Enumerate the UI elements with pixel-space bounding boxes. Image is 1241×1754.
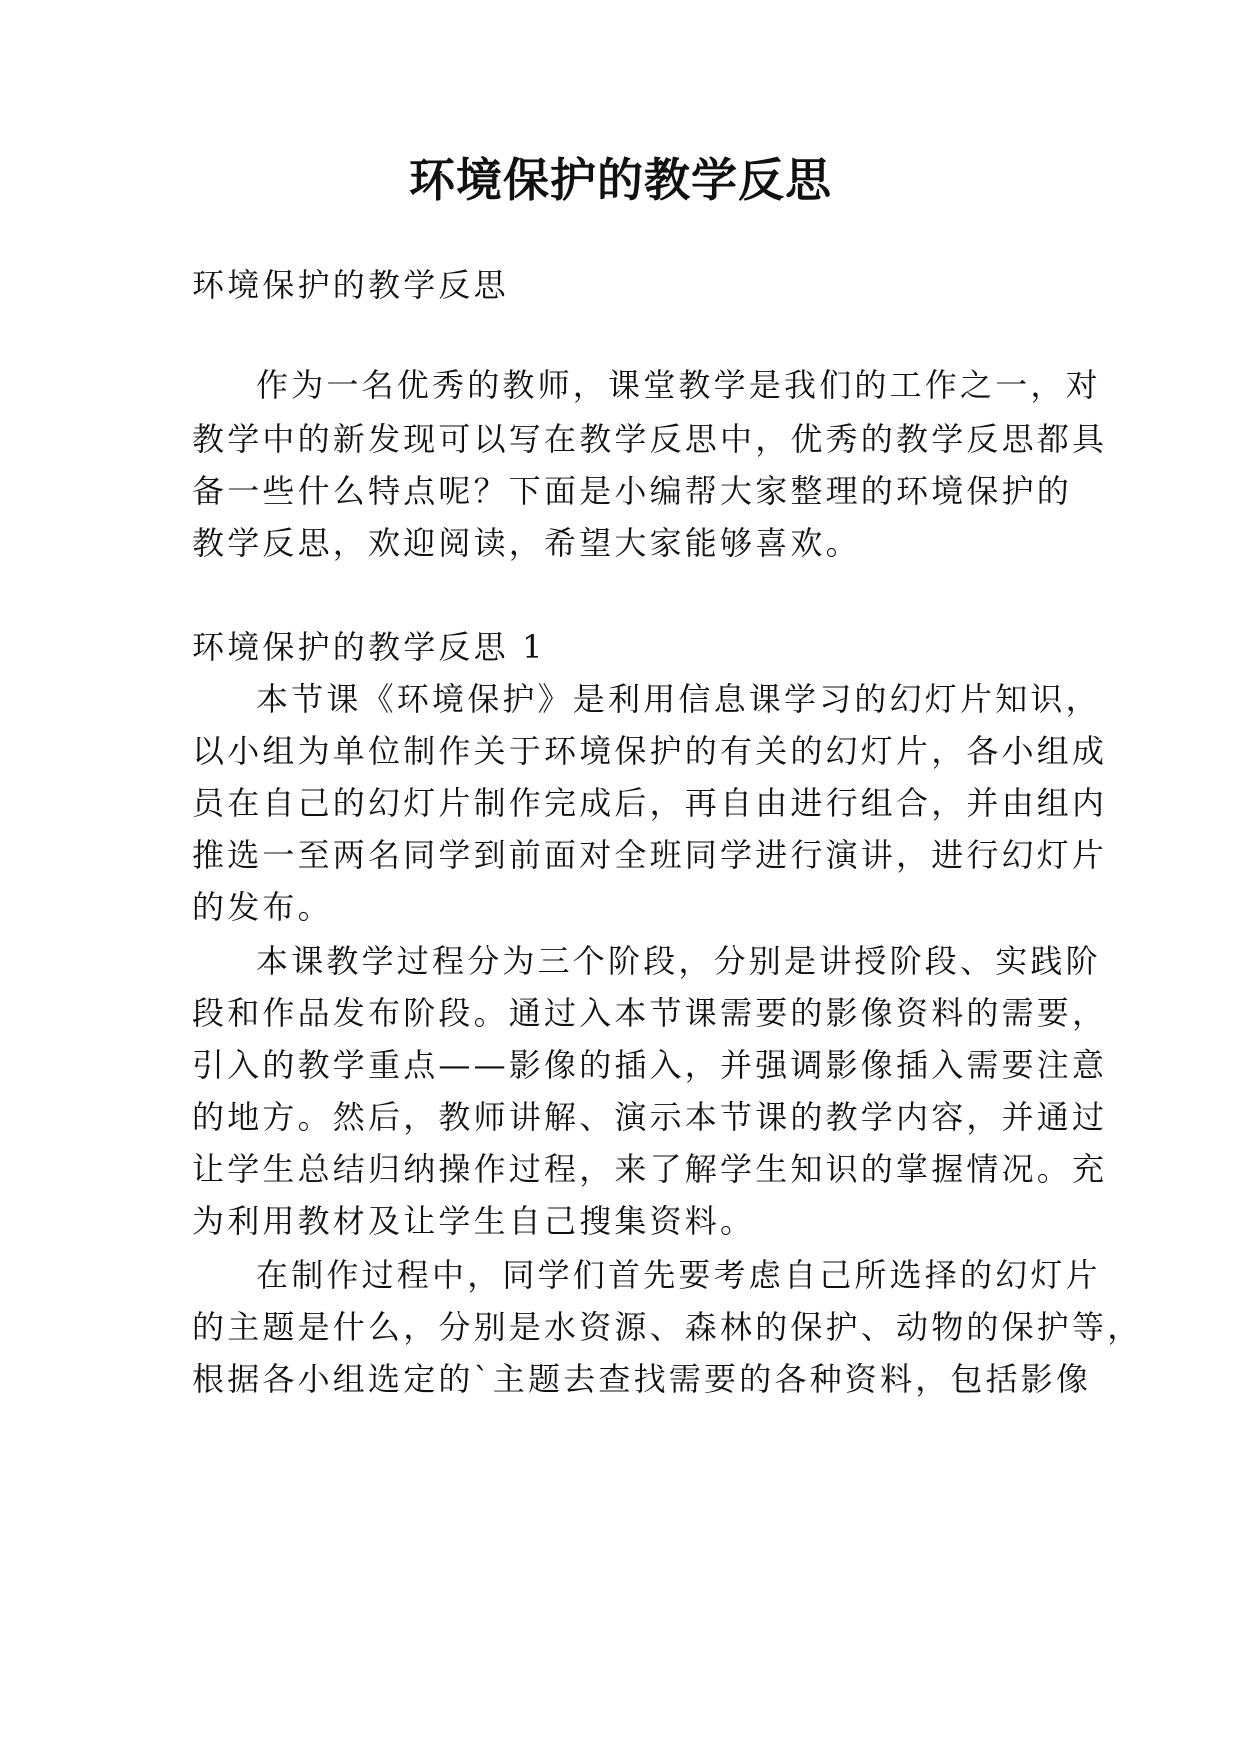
paragraph-line: 为利用教材及让学生自己搜集资料。 — [192, 1202, 756, 1240]
paragraph-line: 段和作品发布阶段。通过入本节课需要的影像资料的需要， — [192, 994, 1108, 1032]
paragraph-line: 的主题是什么，分别是水资源、森林的保护、动物的保护等， — [192, 1308, 1143, 1346]
paragraph-line: 引入的教学重点——影像的插入，并强调影像插入需要注意 — [192, 1046, 1108, 1084]
document-title: 环境保护的教学反思 — [409, 153, 832, 207]
intro-line: 教学中的新发现可以写在教学反思中，优秀的教学反思都具 — [192, 420, 1108, 458]
paragraph-line: 让学生总结归纳操作过程，来了解学生知识的掌握情况。充 — [192, 1150, 1108, 1188]
section-heading: 环境保护的教学反思 1 — [192, 628, 546, 666]
paragraph-line: 的地方。然后，教师讲解、演示本节课的教学内容，并通过 — [192, 1098, 1108, 1136]
paragraph-line: 本节课《环境保护》是利用信息课学习的幻灯片知识， — [256, 680, 1101, 718]
intro-line: 备一些什么特点呢？下面是小编帮大家整理的环境保护的 — [192, 472, 1073, 510]
paragraph-line: 根据各小组选定的`主题去查找需要的各种资料，包括影像 — [192, 1360, 1092, 1398]
paragraph-line: 以小组为单位制作关于环境保护的有关的幻灯片，各小组成 — [192, 732, 1108, 770]
paragraph-line: 本课教学过程分为三个阶段，分别是讲授阶段、实践阶 — [256, 942, 1101, 980]
paragraph-line: 在制作过程中，同学们首先要考虑自己所选择的幻灯片 — [256, 1256, 1101, 1294]
intro-line: 作为一名优秀的教师，课堂教学是我们的工作之一，对 — [256, 366, 1101, 404]
paragraph-line: 员在自己的幻灯片制作完成后，再自由进行组合，并由组内 — [192, 784, 1108, 822]
intro-line: 教学反思，欢迎阅读，希望大家能够喜欢。 — [192, 524, 861, 562]
paragraph-line: 推选一至两名同学到前面对全班同学进行演讲，进行幻灯片 — [192, 836, 1108, 874]
document-subtitle: 环境保护的教学反思 — [192, 266, 509, 304]
paragraph-line: 的发布。 — [192, 888, 333, 926]
